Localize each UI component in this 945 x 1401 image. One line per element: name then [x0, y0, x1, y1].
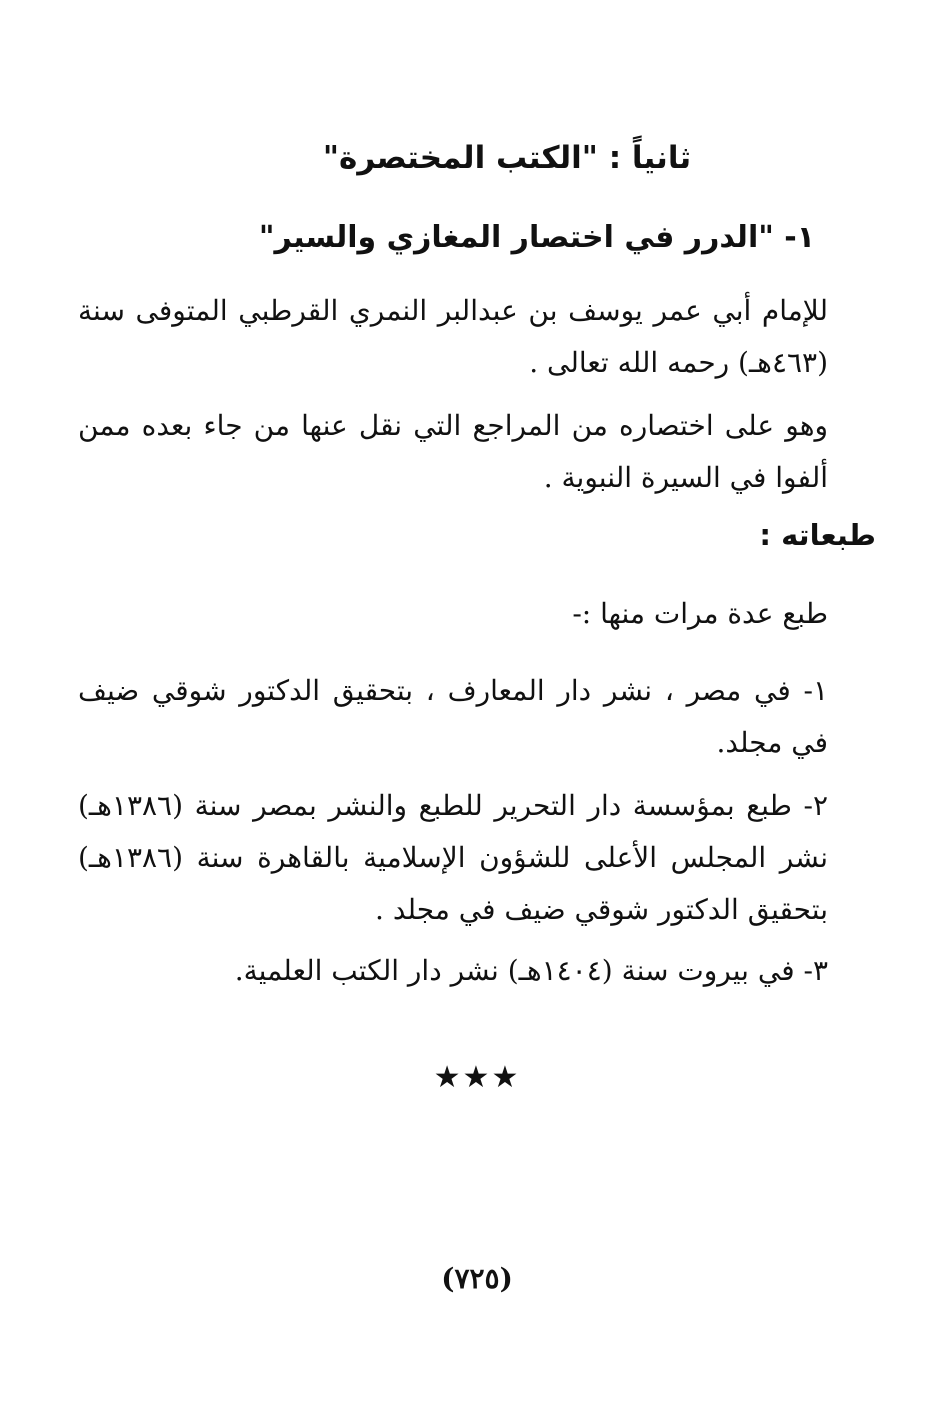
- separator-stars: ★★★: [433, 1060, 521, 1095]
- edition-item-2: ٢- طبع بمؤسسة دار التحرير للطبع والنشر بمصر سنة (١٣٨٦هـ) نشر المجلس الأعلى للشؤون الإسلامية بالقاهرة سنة (١٣٨٦هـ) بتحقيق الدكتور شوقي ضيف في مجلد .: [78, 789, 828, 926]
- edition-item-3: ٣- في بيروت سنة (١٤٠٤هـ) نشر دار الكتب العلمية.: [234, 954, 828, 987]
- author-paragraph: للإمام أبي عمر يوسف بن عبدالبر النمري القرطبي المتوفى سنة (٤٦٣هـ) رحمه الله تعالى .: [78, 294, 828, 379]
- edition-item-1: ١- في مصر ، نشر دار المعارف ، بتحقيق الدكتور شوقي ضيف في مجلد.: [78, 674, 828, 759]
- page-number: (٧٢٥): [441, 1262, 513, 1295]
- printed-intro: طبع عدة مرات منها :-: [572, 597, 828, 630]
- section-title: ثانياً : "الكتب المختصرة": [322, 140, 692, 176]
- book-title: ١- "الدرر في اختصار المغازي والسير": [258, 220, 816, 255]
- about-paragraph: وهو على اختصاره من المراجع التي نقل عنها من جاء بعده ممن ألفوا في السيرة النبوية .: [78, 409, 828, 494]
- editions-heading: طبعاته :: [759, 518, 876, 552]
- document-page: [78, 0, 876, 1401]
